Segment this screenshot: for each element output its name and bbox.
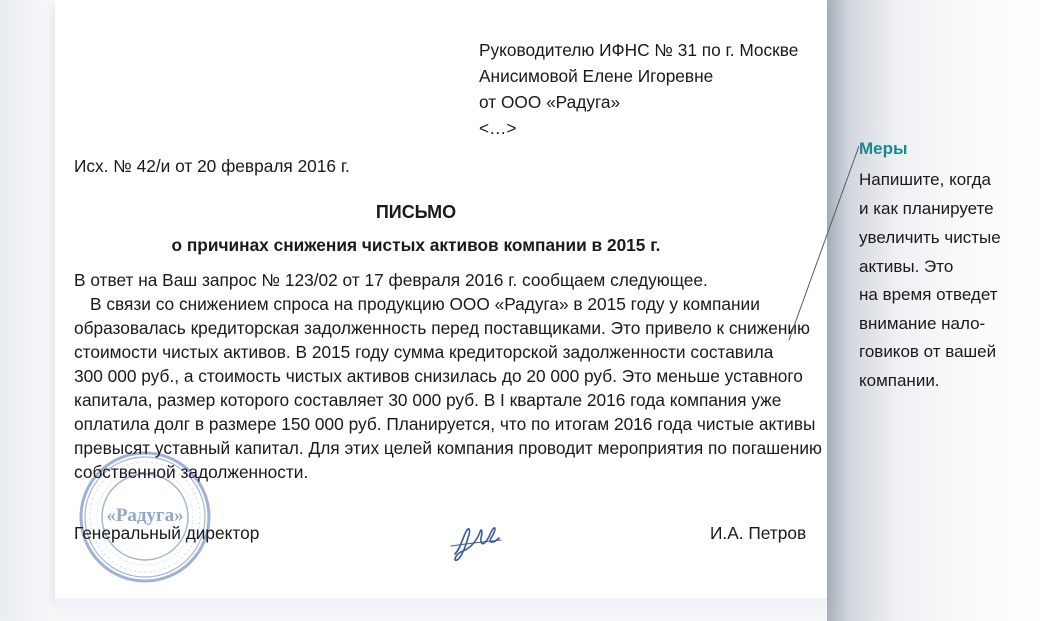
note-line: говиков от вашей bbox=[859, 342, 997, 361]
recipient-line: Руководителю ИФНС № 31 по г. Москве bbox=[479, 40, 799, 60]
body-line: В ответ на Ваш запрос № 123/02 от 17 февраля 2016 г. сообщаем следующее. bbox=[74, 270, 708, 290]
page-bottom-strip bbox=[55, 598, 827, 621]
recipient-line: Анисимовой Елене Игоревне bbox=[479, 66, 714, 86]
body-line: стоимости чистых активов. В 2015 году сумма кредиторской задолженности составила bbox=[74, 342, 774, 362]
callout-leader-line bbox=[787, 144, 862, 344]
body-line: капитала, размер которого составляет 30 000 руб. В I квартале 2016 года компания уже bbox=[74, 390, 782, 410]
note-title: Меры bbox=[859, 139, 908, 158]
body-line: 300 000 руб., а стоимость чистых активов снизилась до 20 000 руб. Это меньше уставного bbox=[74, 366, 803, 386]
signature-icon bbox=[447, 518, 505, 564]
note-line: компании. bbox=[859, 371, 940, 390]
body-line: собственной задолженности. bbox=[74, 462, 309, 482]
letter-title: ПИСЬМО bbox=[375, 202, 457, 222]
signer-name: И.А. Петров bbox=[710, 523, 807, 543]
left-background bbox=[0, 0, 55, 621]
recipient-line: <…> bbox=[479, 118, 517, 138]
note-line: и как планируете bbox=[859, 199, 994, 218]
note-line: Напишите, когда bbox=[859, 170, 991, 189]
body-line: В связи со снижением спроса на продукцию ООО «Радуга» в 2015 году у компании bbox=[90, 294, 760, 314]
body-line: оплатила долг в размере 150 000 руб. Планируется, что по итогам 2016 года чистые активы bbox=[74, 414, 816, 434]
stamp-text: «Радуга» bbox=[106, 505, 184, 526]
letter-subtitle: о причинах снижения чистых активов компании в 2015 г. bbox=[171, 235, 661, 255]
signer-position: Генеральный директор bbox=[74, 523, 260, 543]
note-line: увеличить чистые bbox=[859, 228, 1001, 247]
recipient-line: от ООО «Радуга» bbox=[479, 92, 621, 112]
body-line: образовалась кредиторская задолженность перед поставщиками. Это привело к снижению bbox=[74, 318, 811, 338]
note-line: на время отведет bbox=[859, 285, 998, 304]
body-line: превысят уставный капитал. Для этих целей компания проводит мероприятия по погашению bbox=[74, 438, 822, 458]
note-line: активы. Это bbox=[859, 257, 954, 276]
note-line: внимание нало- bbox=[859, 314, 986, 333]
reference-number: Исх. № 42/и от 20 февраля 2016 г. bbox=[74, 156, 350, 176]
